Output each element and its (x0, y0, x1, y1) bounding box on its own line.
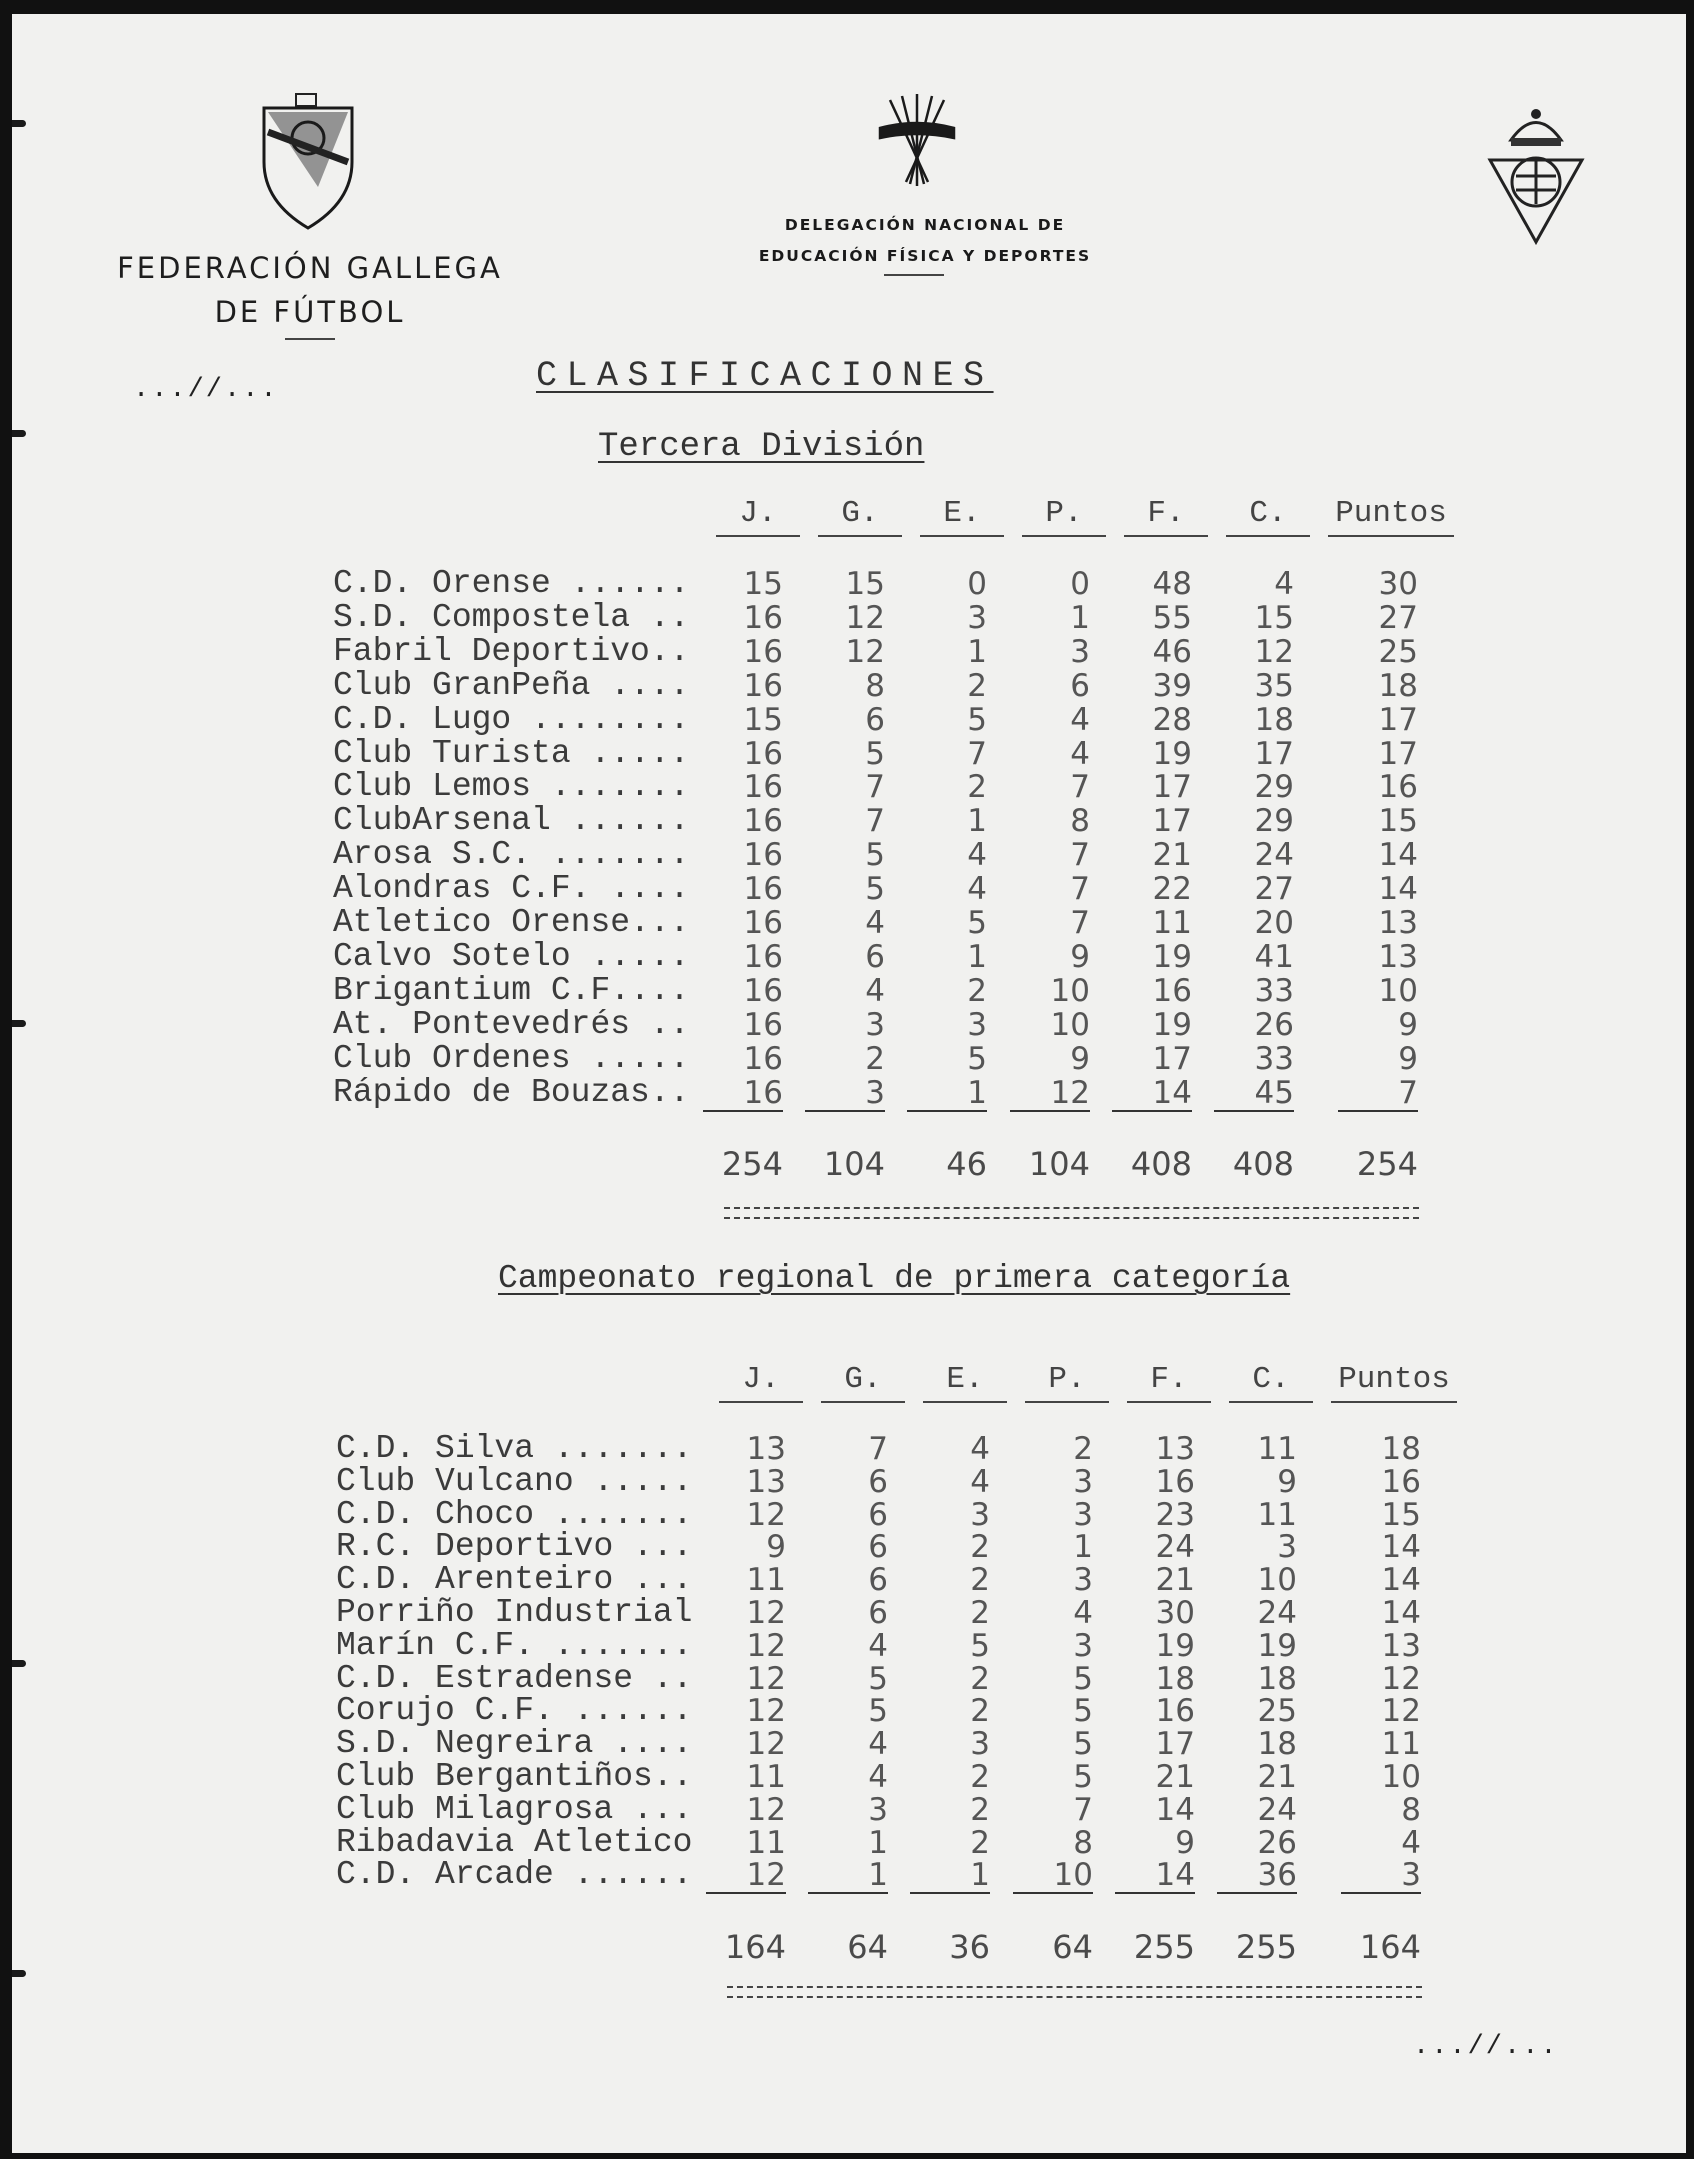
cell-f: 16 (1155, 1693, 1195, 1730)
cell-g: 6 (868, 1562, 888, 1599)
cell-c: 35 (1254, 667, 1294, 704)
double-rule (727, 1986, 1422, 1998)
team-name: At. Pontevedrés .. (333, 1005, 690, 1043)
cell-f: 9 (1175, 1824, 1195, 1861)
cell-j: 13 (746, 1431, 786, 1467)
team-name: Alondras C.F. .... (333, 870, 690, 908)
cell-g: 3 (805, 1076, 885, 1112)
cell-g: 3 (865, 1006, 885, 1043)
cell-f: 39 (1152, 667, 1192, 704)
cell-j: 16 (743, 1040, 783, 1077)
cell-c: 17 (1254, 735, 1294, 772)
cell-c: 41 (1254, 938, 1294, 975)
cell-g: 5 (868, 1693, 888, 1730)
cell-e: 5 (967, 905, 987, 941)
column-header-f: F. (1127, 1363, 1211, 1403)
team-name: Rápido de Bouzas.. (333, 1073, 690, 1111)
cell-c: 27 (1254, 871, 1294, 908)
cell-p: 8 (1073, 1824, 1093, 1861)
cell-e: 7 (967, 735, 987, 772)
cell-e: 1 (967, 803, 987, 840)
cell-p: 3 (1073, 1463, 1093, 1500)
cell-p: 7 (1073, 1791, 1093, 1828)
total-g: 104 (823, 1145, 885, 1183)
column-header-g: G. (821, 1363, 905, 1403)
cell-f: 21 (1155, 1759, 1195, 1795)
cell-j: 16 (743, 972, 783, 1009)
cell-g: 7 (865, 769, 885, 806)
cell-p: 6 (1070, 667, 1090, 704)
cell-c: 24 (1257, 1791, 1297, 1828)
total-f: 408 (1130, 1145, 1192, 1183)
team-name: R.C. Deportivo ... (336, 1528, 693, 1566)
cell-f: 46 (1152, 633, 1192, 670)
cell-f: 16 (1155, 1463, 1195, 1500)
cell-c: 10 (1257, 1562, 1297, 1599)
page-continuation-mark-top: ...//... (133, 375, 279, 405)
cell-c: 33 (1254, 1040, 1294, 1077)
team-name: Club Bergantiños.. (336, 1758, 693, 1795)
tercera-division-title: Tercera División (598, 428, 925, 466)
cell-e: 1 (910, 1858, 990, 1894)
cell-pts: 15 (1381, 1496, 1421, 1533)
delegation-name (710, 210, 1140, 272)
binder-hole (12, 430, 26, 437)
cell-f: 22 (1152, 871, 1192, 908)
cell-g: 4 (868, 1759, 888, 1795)
cell-j: 16 (703, 1076, 783, 1112)
cell-f: 48 (1152, 566, 1192, 602)
cell-pts: 27 (1378, 599, 1418, 636)
cell-e: 3 (967, 599, 987, 636)
cell-pts: 11 (1381, 1726, 1421, 1763)
federation-name-line1: FEDERACIÓN GALLEGA (117, 251, 503, 285)
cell-f: 21 (1152, 837, 1192, 874)
regional-championship-title: Campeonato regional de primera categoría (498, 1260, 1291, 1297)
cell-pts: 16 (1378, 769, 1418, 806)
cell-f: 14 (1115, 1858, 1195, 1894)
team-name: Club Turista ..... (333, 734, 690, 772)
cell-c: 25 (1257, 1693, 1297, 1730)
cell-p: 10 (1050, 1006, 1090, 1043)
page-title: CLASIFICACIONES (536, 356, 994, 396)
total-e: 36 (949, 1928, 990, 1966)
cell-e: 5 (967, 701, 987, 738)
total-g: 64 (847, 1928, 888, 1966)
cell-p: 4 (1070, 735, 1090, 772)
cell-p: 8 (1070, 803, 1090, 840)
cell-p: 3 (1073, 1627, 1093, 1664)
cell-e: 2 (970, 1693, 990, 1730)
cell-c: 9 (1277, 1463, 1297, 1500)
delegation-rule (884, 274, 944, 276)
cell-e: 2 (970, 1595, 990, 1631)
cell-f: 55 (1152, 599, 1192, 636)
cell-pts: 8 (1401, 1791, 1421, 1828)
cell-p: 3 (1073, 1562, 1093, 1599)
cell-f: 17 (1152, 769, 1192, 806)
cell-pts: 12 (1381, 1660, 1421, 1697)
team-name: Club Lemos ....... (333, 768, 690, 806)
cell-j: 16 (743, 871, 783, 908)
cell-j: 16 (743, 905, 783, 941)
cell-c: 18 (1254, 701, 1294, 738)
cell-pts: 4 (1401, 1824, 1421, 1861)
cell-f: 11 (1152, 905, 1192, 941)
cell-pts: 14 (1378, 837, 1418, 874)
team-name: C.D. Arenteiro ... (336, 1561, 693, 1599)
cell-e: 0 (967, 566, 987, 602)
spanish-federation-crest-icon (1486, 100, 1586, 250)
cell-pts: 17 (1378, 735, 1418, 772)
team-name: Ribadavia Atletico (336, 1823, 693, 1861)
cell-p: 5 (1073, 1693, 1093, 1730)
team-name: ClubArsenal ...... (333, 802, 690, 840)
cell-pts: 13 (1378, 905, 1418, 941)
cell-g: 4 (868, 1627, 888, 1664)
total-c: 408 (1232, 1145, 1294, 1183)
cell-g: 6 (865, 938, 885, 975)
column-header-e: E. (920, 497, 1004, 537)
cell-c: 36 (1217, 1858, 1297, 1894)
cell-g: 6 (868, 1463, 888, 1500)
cell-pts: 18 (1381, 1431, 1421, 1467)
cell-j: 16 (743, 1006, 783, 1043)
cell-e: 3 (967, 1006, 987, 1043)
cell-f: 19 (1152, 735, 1192, 772)
cell-p: 5 (1073, 1660, 1093, 1697)
cell-g: 5 (865, 837, 885, 874)
cell-g: 4 (868, 1726, 888, 1763)
team-name: Arosa S.C. ....... (333, 836, 690, 874)
cell-c: 12 (1254, 633, 1294, 670)
team-name: Brigantium C.F.... (333, 971, 690, 1009)
cell-g: 7 (865, 803, 885, 840)
cell-e: 4 (967, 871, 987, 908)
cell-e: 2 (967, 972, 987, 1009)
cell-p: 3 (1070, 633, 1090, 670)
cell-g: 6 (868, 1595, 888, 1631)
cell-f: 19 (1152, 1006, 1192, 1043)
cell-c: 11 (1257, 1431, 1297, 1467)
cell-j: 16 (743, 599, 783, 636)
cell-g: 5 (868, 1660, 888, 1697)
cell-g: 15 (845, 566, 885, 602)
cell-p: 7 (1070, 837, 1090, 874)
cell-e: 2 (970, 1529, 990, 1566)
column-header-pts: Puntos (1328, 497, 1454, 537)
cell-c: 21 (1257, 1759, 1297, 1795)
cell-e: 3 (970, 1496, 990, 1533)
team-name: C.D. Arcade ...... (336, 1856, 693, 1894)
total-j: 164 (724, 1928, 786, 1966)
cell-c: 20 (1254, 905, 1294, 941)
cell-pts: 17 (1378, 701, 1418, 738)
cell-g: 6 (868, 1496, 888, 1533)
yoke-arrows-emblem-icon (872, 86, 962, 196)
binder-hole (12, 1020, 26, 1027)
column-header-c: C. (1226, 497, 1310, 537)
team-name: Club Milagrosa ... (336, 1790, 693, 1828)
cell-j: 12 (746, 1726, 786, 1763)
cell-f: 21 (1155, 1562, 1195, 1599)
cell-pts: 18 (1378, 667, 1418, 704)
total-j: 254 (721, 1145, 783, 1183)
cell-j: 13 (746, 1463, 786, 1500)
cell-pts: 16 (1381, 1463, 1421, 1500)
cell-f: 17 (1155, 1726, 1195, 1763)
cell-e: 2 (967, 667, 987, 704)
cell-pts: 9 (1398, 1040, 1418, 1077)
cell-c: 18 (1257, 1726, 1297, 1763)
cell-p: 7 (1070, 905, 1090, 941)
cell-j: 9 (766, 1529, 786, 1566)
team-name: Corujo C.F. ...... (336, 1692, 693, 1730)
cell-j: 11 (746, 1562, 786, 1599)
cell-c: 26 (1257, 1824, 1297, 1861)
cell-j: 16 (743, 735, 783, 772)
cell-pts: 14 (1381, 1529, 1421, 1566)
cell-c: 33 (1254, 972, 1294, 1009)
cell-p: 3 (1073, 1496, 1093, 1533)
cell-j: 12 (746, 1595, 786, 1631)
cell-e: 4 (970, 1431, 990, 1467)
cell-e: 1 (967, 938, 987, 975)
column-header-pts: Puntos (1331, 1363, 1457, 1403)
team-name: Porriño Industrial (336, 1594, 693, 1631)
cell-j: 12 (706, 1858, 786, 1894)
cell-c: 45 (1214, 1076, 1294, 1112)
cell-j: 15 (743, 701, 783, 738)
cell-e: 4 (967, 837, 987, 874)
cell-pts: 13 (1378, 938, 1418, 975)
cell-g: 4 (865, 905, 885, 941)
cell-e: 2 (970, 1759, 990, 1795)
team-name: C.D. Estradense .. (336, 1659, 693, 1697)
cell-g: 6 (868, 1529, 888, 1566)
cell-e: 2 (970, 1562, 990, 1599)
cell-j: 16 (743, 633, 783, 670)
binder-hole (12, 1970, 26, 1977)
cell-j: 16 (743, 938, 783, 975)
cell-f: 19 (1155, 1627, 1195, 1664)
federation-rule (285, 338, 335, 340)
cell-g: 6 (865, 701, 885, 738)
cell-g: 1 (868, 1824, 888, 1861)
binder-hole (12, 120, 26, 127)
federation-name (110, 246, 510, 334)
cell-j: 11 (746, 1759, 786, 1795)
cell-p: 12 (1010, 1076, 1090, 1112)
cell-pts: 9 (1398, 1006, 1418, 1043)
cell-f: 14 (1155, 1791, 1195, 1828)
cell-pts: 12 (1381, 1693, 1421, 1730)
total-c: 255 (1235, 1928, 1297, 1966)
team-name: Club GranPeña .... (333, 666, 690, 704)
cell-e: 1 (967, 633, 987, 670)
team-name: Atletico Orense... (333, 904, 690, 941)
cell-pts: 10 (1381, 1759, 1421, 1795)
cell-c: 15 (1254, 599, 1294, 636)
cell-pts: 3 (1341, 1858, 1421, 1894)
cell-p: 0 (1070, 566, 1090, 602)
cell-c: 11 (1257, 1496, 1297, 1533)
cell-c: 3 (1277, 1529, 1297, 1566)
cell-p: 2 (1073, 1431, 1093, 1467)
cell-j: 12 (746, 1791, 786, 1828)
team-name: S.D. Negreira .... (336, 1725, 693, 1763)
cell-g: 1 (808, 1858, 888, 1894)
column-header-f: F. (1124, 497, 1208, 537)
cell-f: 24 (1155, 1529, 1195, 1566)
cell-j: 11 (746, 1824, 786, 1861)
cell-e: 5 (970, 1627, 990, 1664)
team-name: C.D. Silva ....... (336, 1430, 693, 1467)
total-pts: 254 (1356, 1145, 1418, 1183)
cell-pts: 14 (1381, 1595, 1421, 1631)
cell-j: 12 (746, 1660, 786, 1697)
cell-c: 4 (1274, 566, 1294, 602)
cell-p: 5 (1073, 1759, 1093, 1795)
cell-p: 9 (1070, 938, 1090, 975)
binder-hole (12, 1660, 26, 1667)
page-continuation-mark-bottom: ...//... (1413, 2032, 1559, 2062)
cell-c: 19 (1257, 1627, 1297, 1664)
cell-p: 4 (1070, 701, 1090, 738)
cell-g: 2 (865, 1040, 885, 1077)
team-name: Calvo Sotelo ..... (333, 937, 690, 975)
cell-j: 16 (743, 803, 783, 840)
cell-e: 4 (970, 1463, 990, 1500)
cell-j: 16 (743, 667, 783, 704)
cell-j: 16 (743, 837, 783, 874)
cell-e: 2 (970, 1824, 990, 1861)
cell-e: 2 (970, 1791, 990, 1828)
cell-p: 9 (1070, 1040, 1090, 1077)
cell-g: 12 (845, 633, 885, 670)
cell-p: 5 (1073, 1726, 1093, 1763)
total-p: 104 (1028, 1145, 1090, 1183)
cell-j: 12 (746, 1627, 786, 1664)
cell-c: 26 (1254, 1006, 1294, 1043)
cell-e: 2 (967, 769, 987, 806)
cell-pts: 7 (1338, 1076, 1418, 1112)
cell-pts: 14 (1381, 1562, 1421, 1599)
column-header-p: P. (1025, 1363, 1109, 1403)
cell-f: 16 (1152, 972, 1192, 1009)
cell-f: 30 (1155, 1595, 1195, 1631)
cell-f: 14 (1112, 1076, 1192, 1112)
cell-j: 15 (743, 566, 783, 602)
total-pts: 164 (1359, 1928, 1421, 1966)
cell-g: 4 (865, 972, 885, 1009)
cell-p: 10 (1050, 972, 1090, 1009)
cell-j: 16 (743, 769, 783, 806)
column-header-g: G. (818, 497, 902, 537)
total-f: 255 (1133, 1928, 1195, 1966)
delegation-line1: DELEGACIÓN NACIONAL DE (784, 216, 1066, 234)
cell-c: 24 (1257, 1595, 1297, 1631)
cell-f: 19 (1152, 938, 1192, 975)
cell-g: 8 (865, 667, 885, 704)
team-name: Marín C.F. ....... (336, 1626, 693, 1664)
cell-pts: 14 (1378, 871, 1418, 908)
team-name: C.D. Lugo ........ (333, 700, 690, 738)
cell-g: 5 (865, 871, 885, 908)
cell-p: 1 (1070, 599, 1090, 636)
team-name: Club Ordenes ..... (333, 1039, 690, 1077)
cell-j: 12 (746, 1693, 786, 1730)
cell-p: 1 (1073, 1529, 1093, 1566)
cell-g: 12 (845, 599, 885, 636)
cell-c: 29 (1254, 769, 1294, 806)
delegation-line2: EDUCACIÓN FÍSICA Y DEPORTES (758, 247, 1092, 265)
cell-pts: 30 (1378, 566, 1418, 602)
total-p: 64 (1052, 1928, 1093, 1966)
cell-g: 5 (865, 735, 885, 772)
cell-pts: 10 (1378, 972, 1418, 1009)
cell-p: 7 (1070, 871, 1090, 908)
cell-pts: 15 (1378, 803, 1418, 840)
total-e: 46 (946, 1145, 987, 1183)
cell-c: 24 (1254, 837, 1294, 874)
federation-name-line2: DE FÚTBOL (214, 295, 406, 329)
column-header-j: J. (719, 1363, 803, 1403)
column-header-j: J. (716, 497, 800, 537)
cell-pts: 13 (1381, 1627, 1421, 1664)
double-rule (724, 1207, 1419, 1219)
cell-e: 1 (907, 1076, 987, 1112)
column-header-e: E. (923, 1363, 1007, 1403)
cell-p: 7 (1070, 769, 1090, 806)
cell-c: 29 (1254, 803, 1294, 840)
team-name: C.D. Choco ....... (336, 1495, 693, 1533)
column-header-c: C. (1229, 1363, 1313, 1403)
cell-j: 12 (746, 1496, 786, 1533)
cell-p: 10 (1013, 1858, 1093, 1894)
cell-g: 3 (868, 1791, 888, 1828)
cell-e: 2 (970, 1660, 990, 1697)
column-header-p: P. (1022, 497, 1106, 537)
team-name: C.D. Orense ...... (333, 565, 690, 602)
federation-shield-icon (258, 92, 358, 232)
team-name: S.D. Compostela .. (333, 598, 690, 636)
cell-pts: 25 (1378, 633, 1418, 670)
cell-f: 18 (1155, 1660, 1195, 1697)
cell-f: 23 (1155, 1496, 1195, 1533)
cell-c: 18 (1257, 1660, 1297, 1697)
cell-f: 28 (1152, 701, 1192, 738)
team-name: Fabril Deportivo.. (333, 632, 690, 670)
cell-e: 3 (970, 1726, 990, 1763)
cell-f: 17 (1152, 1040, 1192, 1077)
cell-g: 7 (868, 1431, 888, 1467)
cell-f: 13 (1155, 1431, 1195, 1467)
cell-e: 5 (967, 1040, 987, 1077)
cell-f: 17 (1152, 803, 1192, 840)
cell-p: 4 (1073, 1595, 1093, 1631)
team-name: Club Vulcano ..... (336, 1462, 693, 1500)
